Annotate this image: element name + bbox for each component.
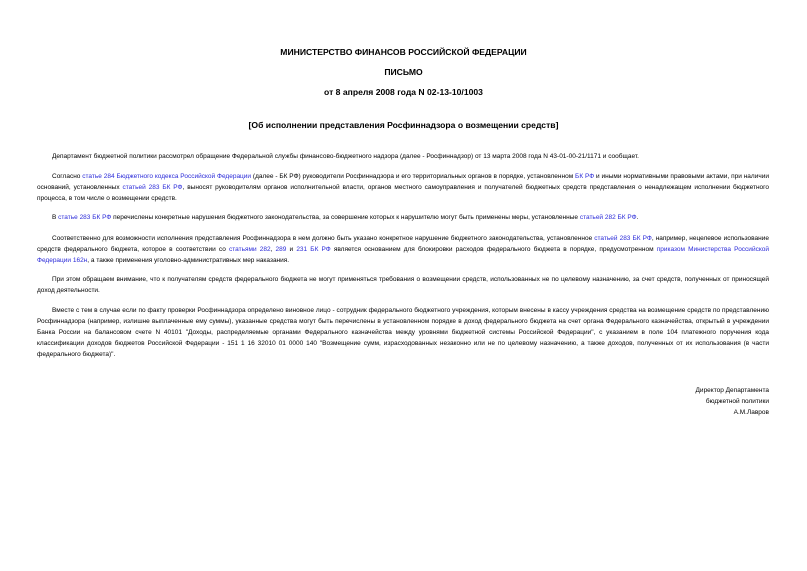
document-subject: [Об исполнении представления Росфиннадзора о возмещении средств] — [248, 120, 559, 130]
paragraph-text: Вместе с тем в случае если по факту проверки Росфиннадзора определено виновное лицо - сотрудник федерального бюджетного учреждения, которым внесены в кассу учреждения средства на возмещение средств по представлению Росфиннадзора (например, излишне выплаченные ему суммы), указанные средства могут быть перечислены в установленном порядке в доход федерального бюджета на счет органа Федерального казначейства, открытый в учреждении Банка России на балансовом счете N 40101 "Доходы, распределяемые органами Федерального казначейства между уровнями бюджетной системы Российской Федерации", с указанием в поле 104 платежного поручения кода классификации доходов бюджетов Российской Федерации - 151 1 16 32010 01 0000 140 "Возмещение сумм, израсходованных незаконно или не по целевому назначению, а также доходов, полученных от их использования (в части федерального бюджета)". — [37, 307, 769, 358]
document-type: ПИСЬМО — [384, 67, 423, 77]
paragraph-4 — [37, 233, 769, 266]
paragraph-text: и — [286, 246, 297, 253]
document-date-number: от 8 апреля 2008 года N 02-13-10/1003 — [324, 87, 483, 97]
paragraph-text: При этом обращаем внимание, что к получателям средств федерального бюджета не могут применяться требования о возмещении средств, использованных не по целевому назначению, за счет средств, полученных от приносящей доход деятельности. — [37, 276, 769, 294]
paragraph-2 — [37, 171, 769, 204]
paragraph-text: В — [52, 214, 59, 221]
link-bk-rf[interactable]: БК РФ — [575, 173, 595, 180]
paragraph-text: , выносят руководителям органов исполнительной власти, органов местного самоуправления и получателей бюджетных средств представления о ненадлежащем исполнении бюджетного процесса, в том числе о возмещении средств. — [37, 184, 769, 202]
link-article-283[interactable]: статьей 283 БК РФ — [122, 184, 183, 191]
signature-title: Директор Департамента — [695, 387, 769, 394]
link-article-282[interactable]: статьями 282 — [228, 246, 271, 253]
signature-name: А.М.Лавров — [733, 409, 769, 416]
paragraph-text: Соответственно для возможности исполнения представления Росфиннадзора в нем должно быть указано конкретное нарушение бюджетного законодательства, установленное — [52, 235, 595, 242]
signature-department: бюджетной политики — [705, 398, 769, 405]
paragraph-text: является основанием для блокировки расходов федерального бюджета в порядке, предусмотренном — [330, 246, 657, 253]
link-article-283[interactable]: статьей 283 БК РФ — [594, 235, 652, 242]
paragraph-text: Департамент бюджетной политики рассмотрел обращение Федеральной службы финансово-бюджетного надзора (далее - Росфиннадзор) от 13 марта 2008 года N 43-01-00-21/1171 и сообщает. — [52, 153, 639, 160]
paragraph-5 — [37, 274, 769, 296]
paragraph-1 — [37, 151, 769, 162]
paragraph-3 — [37, 212, 769, 223]
link-article-283[interactable]: статье 283 БК РФ — [58, 214, 112, 221]
paragraph-text: , например, нецелевое использование средств федерального бюджета, которое в соответствии со — [37, 235, 769, 253]
ministry-title: МИНИСТЕРСТВО ФИНАНСОВ РОССИЙСКОЙ ФЕДЕРАЦИИ — [280, 47, 527, 57]
link-article-282[interactable]: статьей 282 БК РФ — [579, 214, 637, 221]
link-article-231[interactable]: 231 БК РФ — [296, 246, 331, 253]
link-article-289[interactable]: 289 — [275, 246, 287, 253]
paragraph-text: перечислены конкретные нарушения бюджетного законодательства, за совершение которых к нарушителю могут быть применены меры, установленные — [111, 214, 580, 221]
paragraph-text: (далее - БК РФ) руководители Росфиннадзора и его территориальных органов в порядке, установленном — [251, 173, 576, 180]
link-order-162n[interactable]: приказом Министерства Российской Федерации 162н — [37, 246, 769, 264]
paragraph-text: , — [270, 246, 276, 253]
paragraph-text: Согласно — [52, 173, 83, 180]
link-article-284[interactable]: статье 284 Бюджетного кодекса Российской Федерации — [82, 173, 252, 180]
paragraph-text: и иными нормативными правовыми актами, при наличии оснований, установленных — [37, 173, 769, 191]
paragraph-text: , а также применения уголовно-административных мер наказания. — [87, 257, 290, 264]
paragraph-6 — [37, 305, 769, 360]
paragraph-text: . — [636, 214, 639, 221]
